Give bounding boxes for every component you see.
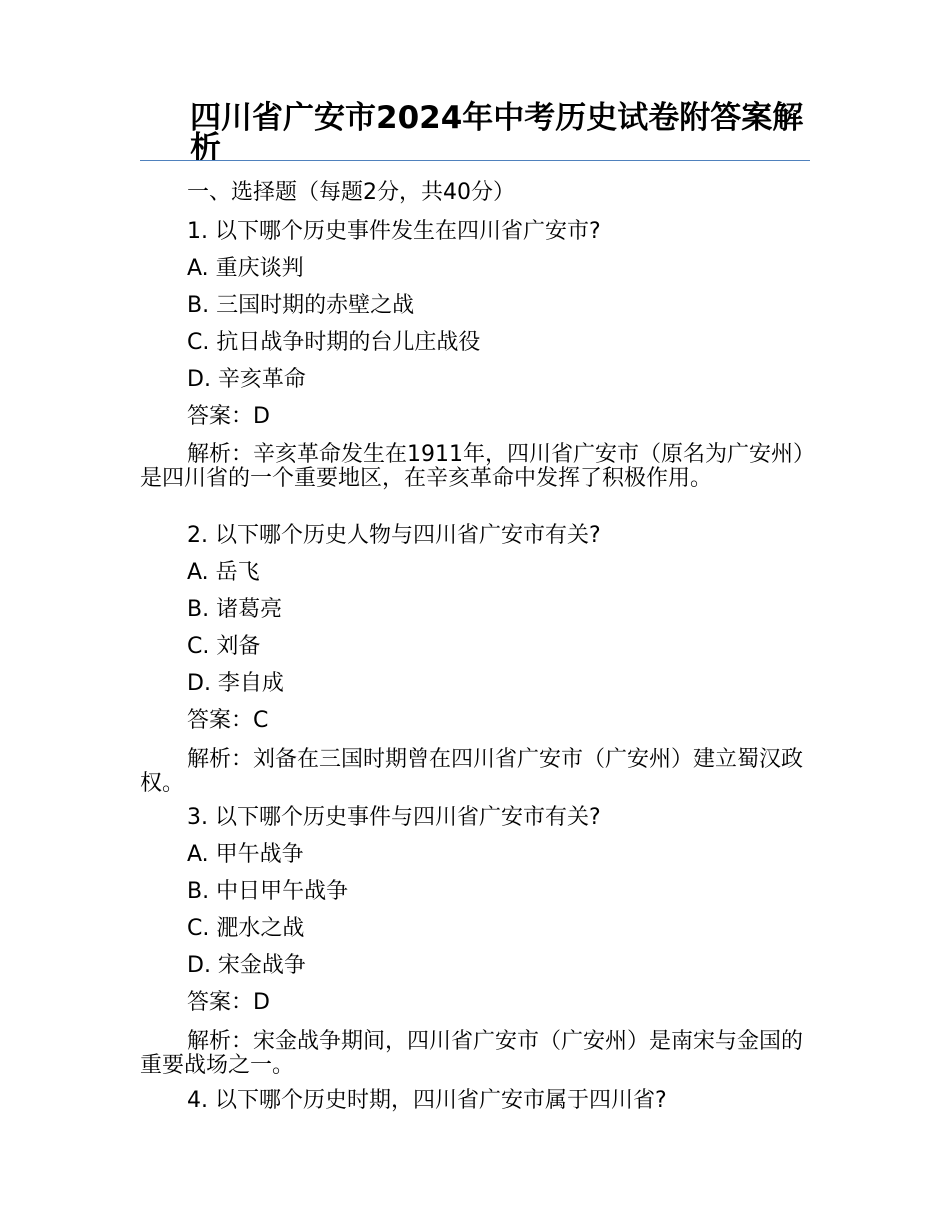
section-heading: 一、选择题（每题2分，共40分） — [187, 180, 515, 205]
question-3-option-c: C. 淝水之战 — [187, 916, 305, 941]
question-1-option-c: C. 抗日战争时期的台儿庄战役 — [187, 330, 481, 355]
question-2-option-c: C. 刘备 — [187, 634, 261, 659]
question-2-option-d: D. 李自成 — [187, 671, 284, 696]
question-3-option-a: A. 甲午战争 — [187, 842, 304, 867]
question-2-analysis: 解析：刘备在三国时期曾在四川省广安市（广安州）建立蜀汉政权。 — [140, 747, 804, 796]
question-1-option-b: B. 三国时期的赤壁之战 — [187, 293, 415, 318]
document-title: 四川省广安市2024年中考历史试卷附答案解析 — [190, 100, 804, 166]
question-3-option-d: D. 宋金战争 — [187, 953, 306, 978]
question-2-option-a: A. 岳飞 — [187, 560, 260, 585]
title-underline — [140, 160, 810, 161]
question-1-option-a: A. 重庆谈判 — [187, 256, 304, 281]
question-1-text: 1. 以下哪个历史事件发生在四川省广安市? — [187, 219, 601, 244]
question-1-analysis: 解析：辛亥革命发生在1911年，四川省广安市（原名为广安州）是四川省的一个重要地区，在辛亥革命中发挥了积极作用。 — [140, 442, 804, 491]
question-3-answer: 答案：D — [187, 990, 270, 1015]
question-2-option-b: B. 诸葛亮 — [187, 597, 283, 622]
question-2-answer: 答案：C — [187, 708, 269, 733]
question-3-analysis: 解析：宋金战争期间，四川省广安市（广安州）是南宋与金国的重要战场之一。 — [140, 1029, 804, 1078]
question-4-text: 4. 以下哪个历史时期，四川省广安市属于四川省? — [187, 1088, 667, 1113]
question-1-answer: 答案：D — [187, 404, 270, 429]
question-2-text: 2. 以下哪个历史人物与四川省广安市有关? — [187, 523, 601, 548]
question-3-option-b: B. 中日甲午战争 — [187, 879, 349, 904]
question-3-text: 3. 以下哪个历史事件与四川省广安市有关? — [187, 805, 601, 830]
question-1-option-d: D. 辛亥革命 — [187, 367, 306, 392]
